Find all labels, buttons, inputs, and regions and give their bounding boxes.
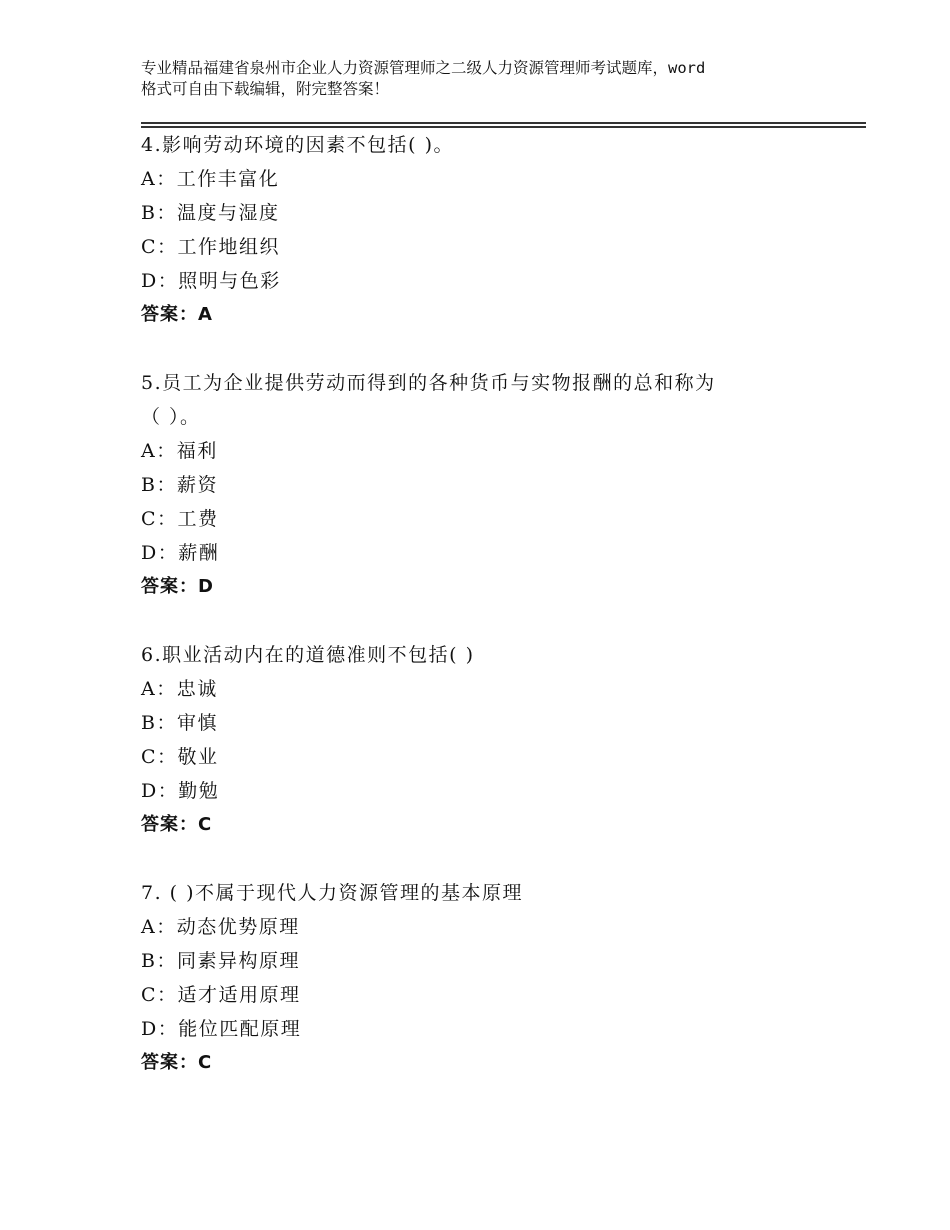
- answer-label: 答案：A: [141, 304, 213, 325]
- option-d: D：能位匹配原理: [141, 1018, 302, 1040]
- question-4: [141, 128, 841, 332]
- option-b: B：薪资: [141, 474, 218, 496]
- option-a: A：工作丰富化: [141, 168, 280, 190]
- option-a: A：福利: [141, 440, 218, 462]
- question-stem: 4.影响劳动环境的因素不包括( )。: [141, 134, 454, 156]
- question-6: [141, 638, 841, 842]
- option-c: C：工作地组织: [141, 236, 281, 258]
- option-a: A：忠诚: [141, 678, 218, 700]
- option-d: D：照明与色彩: [141, 270, 281, 292]
- header-line-2: 格式可自由下载编辑，附完整答案！: [141, 80, 390, 98]
- option-d: D：薪酬: [141, 542, 220, 564]
- option-b: B：同素异构原理: [141, 950, 300, 972]
- option-d: D：勤勉: [141, 780, 220, 802]
- option-c: C：适才适用原理: [141, 984, 301, 1006]
- answer-label: 答案：C: [141, 1052, 213, 1073]
- document-header: [141, 58, 841, 100]
- header-line-1: 专业精品福建省泉州市企业人力资源管理师之二级人力资源管理师考试题库，word: [141, 59, 706, 77]
- question-5: [141, 366, 841, 604]
- answer-label: 答案：C: [141, 814, 213, 835]
- question-7: [141, 876, 841, 1080]
- question-list: [141, 128, 841, 1114]
- question-stem: 7. ( )不属于现代人力资源管理的基本原理: [141, 882, 524, 904]
- question-stem: 5.员工为企业提供劳动而得到的各种货币与实物报酬的总和称为: [141, 372, 716, 394]
- question-stem: 6.职业活动内在的道德准则不包括( ): [141, 644, 475, 666]
- option-c: C：工费: [141, 508, 219, 530]
- header-divider-top: [141, 122, 866, 124]
- option-b: B：审慎: [141, 712, 218, 734]
- option-c: C：敬业: [141, 746, 219, 768]
- option-a: A：动态优势原理: [141, 916, 300, 938]
- option-b: B：温度与湿度: [141, 202, 280, 224]
- answer-label: 答案：D: [141, 576, 214, 597]
- question-stem-continued: （ ）。: [141, 406, 201, 428]
